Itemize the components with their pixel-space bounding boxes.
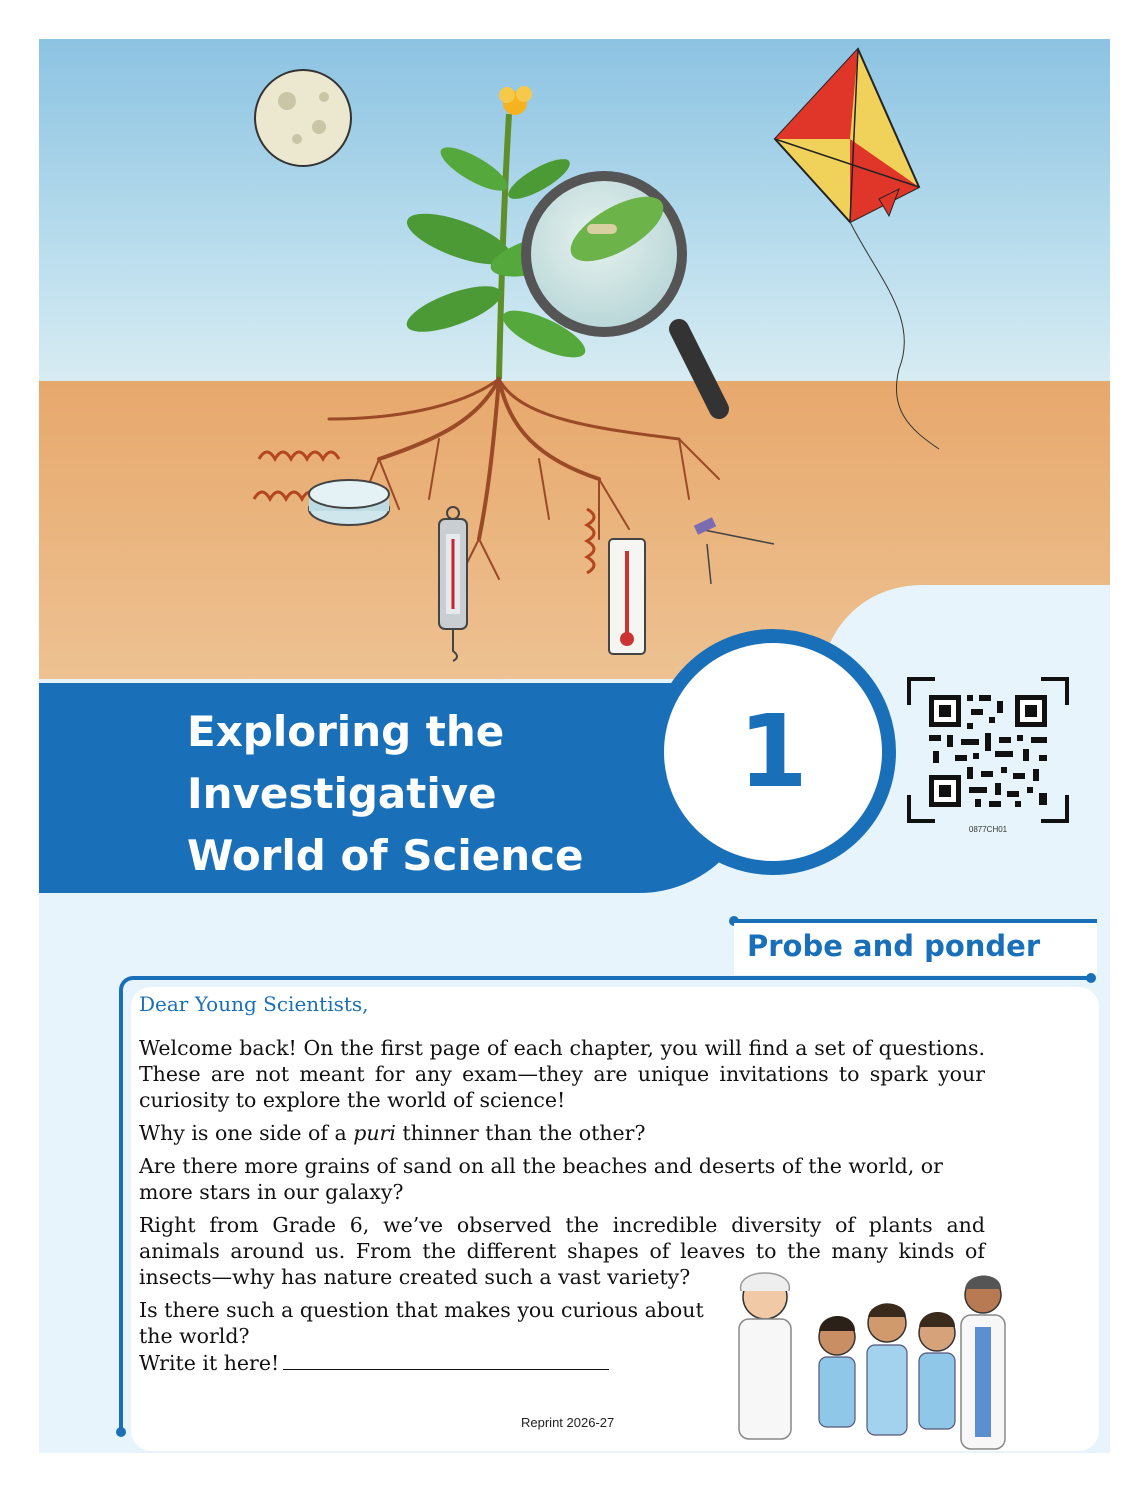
letter-paragraph: Are there more grains of sand on all the beaches and deserts of the world, or more stars in our galaxy? xyxy=(139,1154,943,1204)
hero-illustration xyxy=(39,39,1110,739)
probe-heading: Probe and ponder xyxy=(747,929,1041,963)
chapter-title-line-3: World of Science xyxy=(187,831,584,880)
scientists-illustration xyxy=(725,1267,1007,1453)
letter-frame-dot xyxy=(116,1427,126,1437)
puri-question xyxy=(139,1120,985,1146)
probe-bottom-rule xyxy=(159,976,1091,980)
chapter-page xyxy=(39,39,1110,1453)
moon-icon xyxy=(255,70,351,166)
puri-word: puri xyxy=(353,1121,396,1145)
reprint-label: Reprint 2026-27 xyxy=(521,1415,615,1430)
petri-dish-icon xyxy=(309,480,389,525)
qr-code-icon xyxy=(905,675,1071,825)
chapter-title-line-1: Exploring the xyxy=(187,707,505,756)
chapter-number: 1 xyxy=(738,693,808,810)
puri-question-text: Why is one side of a xyxy=(139,1121,354,1145)
thermometer-icon xyxy=(609,539,645,654)
chapter-title-line-2: Investigative xyxy=(187,769,497,818)
answer-line[interactable] xyxy=(283,1349,609,1370)
probe-rule-dot xyxy=(1086,973,1096,983)
curious-question: Is there such a question that makes you curious about the world? xyxy=(139,1298,704,1348)
letter-paragraph: Right from Grade 6, we’ve observed the incredible diversity of plants and animals around us. From the different shapes of leaves to the many kinds of insects—why has nature created such a vast variety? xyxy=(139,1213,985,1289)
write-prompt: Write it here! xyxy=(139,1351,280,1375)
letter-greeting: Dear Young Scientists, xyxy=(139,992,369,1016)
qr-code-label: 0877CH01 xyxy=(968,825,1008,834)
letter-paragraph: Welcome back! On the first page of each chapter, you will find a set of questions. These are not meant for any exam—they are unique invitations to spark your curiosity to explore the world of science! xyxy=(139,1036,985,1112)
qr-code[interactable] xyxy=(905,675,1071,837)
chapter-title xyxy=(187,701,707,887)
chapter-number-badge xyxy=(650,629,896,875)
puri-question-text: thinner than the other? xyxy=(395,1121,646,1145)
